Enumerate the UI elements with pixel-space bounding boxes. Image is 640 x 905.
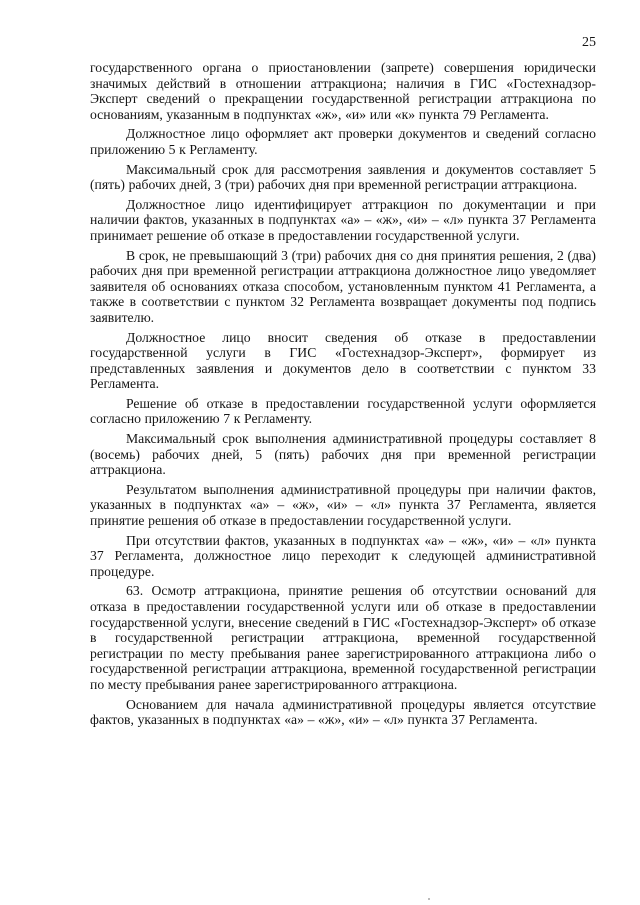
paragraph-procedure-basis: Основанием для начала административной процедуры является отсутствие фактов, указанных в подпунктах «а» – «ж», «и» – «л» пункта 37 Регламента. xyxy=(90,696,596,728)
paragraph-inspection-act: Должностное лицо оформляет акт проверки документов и сведений согласно приложению 5 к Регламенту. xyxy=(90,126,596,157)
paragraph-notification: В срок, не превышающий 3 (три) рабочих дня со дня принятия решения, 2 (два) рабочих дня при временной регистрации аттракциона должностное лицо уведомляет заявителя об основаниях отказа способом, установленным пунктом 41 Регламента, а также в соответствии с пунктом 32 Регламента возвращает документы под подпись заявителю. xyxy=(90,247,596,325)
document-body xyxy=(90,60,596,732)
paragraph-refusal-form: Решение об отказе в предоставлении государственной услуги оформляется согласно приложению 7 к Регламенту. xyxy=(90,395,596,427)
paragraph-identification: Должностное лицо идентифицирует аттракцион по документации и при наличии фактов, указанных в подпунктах «а» – «ж», «и» – «л» пункта 37 Регламента принимает решение об отказе в предоставлении государственной услуги. xyxy=(90,196,596,243)
paragraph-gis-entry: Должностное лицо вносит сведения об отказе в предоставлении государственной услуги в ГИС «Гостехнадзор-Эксперт», формирует из представленных заявления и документов дело в соответствии с пунктом 33 Регламента. xyxy=(90,329,596,392)
page-number: 25 xyxy=(582,35,596,50)
paragraph-review-term: Максимальный срок для рассмотрения заявления и документов составляет 5 (пять) рабочих дней, 3 (три) рабочих дня при временной регистрации аттракциона. xyxy=(90,161,596,193)
paragraph-procedure-result: Результатом выполнения административной процедуры при наличии фактов, указанных в подпунктах «а» – «ж», «и» – «л» пункта 37 Регламента, является принятие решения об отказе в предоставлении государственной услуги. xyxy=(90,481,596,529)
paragraph-clause-63: 63. Осмотр аттракциона, принятие решения об отсутствии оснований для отказа в предоставлении государственной услуги или об отказе в предоставлении государственной услуги, внесение сведений в ГИС «Гостехнадзор-Эксперт» об отказе в государственной регистрации аттракциона, временной государственной регистрации по месту пребывания ранее зарегистрированного аттракциона либо о государственной регистрации аттракциона, временной государственной регистрации по месту пребывания ранее зарегистрированного аттракциона. xyxy=(90,583,596,692)
paragraph-continuation: государственного органа о приостановлении (запрете) совершения юридически значимых действий в отношении аттракциона; наличия в ГИС «Гостехнадзор-Эксперт сведений о прекращении государственной регистрации аттракциона по основаниям, указанным в подпунктах «ж», «и» или «к» пункта 79 Регламента. xyxy=(90,60,596,122)
paragraph-next-procedure: При отсутствии фактов, указанных в подпунктах «а» – «ж», «и» – «л» пункта 37 Регламента, должностное лицо переходит к следующей административной процедуре. xyxy=(90,532,596,579)
paragraph-procedure-term: Максимальный срок выполнения административной процедуры составляет 8 (восемь) рабочих дней, 5 (пять) рабочих дня при временной регистрации аттракциона. xyxy=(90,431,596,478)
scan-speck xyxy=(428,898,430,900)
